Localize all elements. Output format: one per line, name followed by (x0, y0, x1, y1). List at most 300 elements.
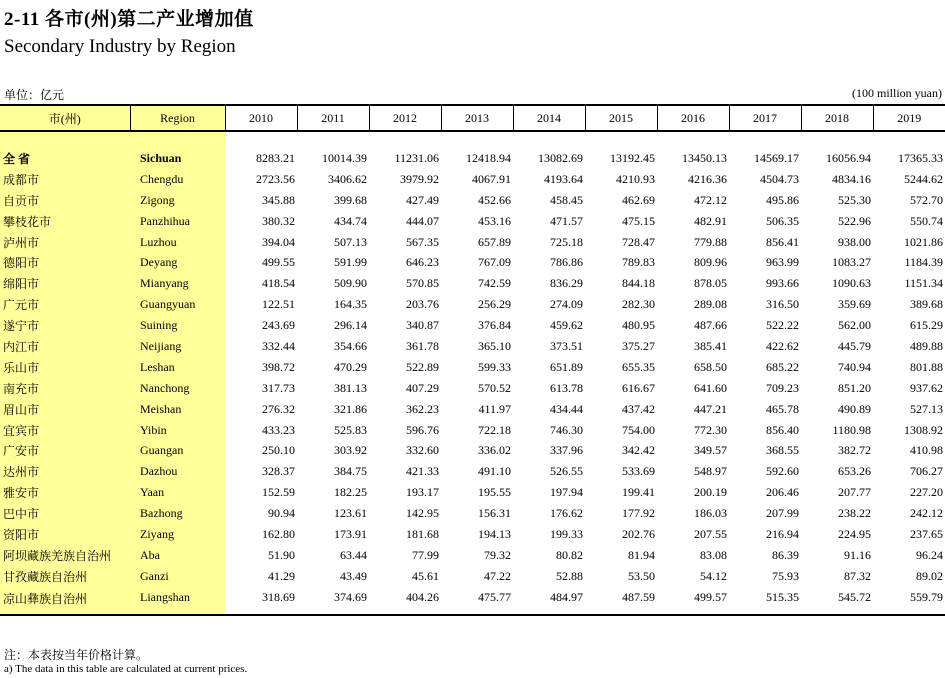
row-region-en: Panzhihua (130, 211, 225, 232)
value-cell-2010: 318.69 (225, 587, 297, 615)
value-cell-2014: 651.89 (550, 359, 583, 374)
table-row (0, 252, 945, 273)
value-cell-2012: 77.99 (412, 547, 439, 562)
row-city-cn: 自贡市 (0, 190, 130, 211)
row-city-cn: 眉山市 (0, 399, 130, 420)
value-cell-2012: 193.17 (406, 485, 439, 500)
table-row (0, 420, 945, 441)
row-region-en: Suining (130, 315, 225, 336)
value-cell-2017: 856.41 (766, 234, 799, 249)
value-cell-2011: 296.14 (334, 318, 367, 333)
value-cell-2016: 13450.13 (682, 150, 727, 165)
row-region-en: Leshan (130, 357, 225, 378)
value-cell-2015: 81.94 (628, 547, 655, 562)
value-cell-2012: 181.68 (406, 526, 439, 541)
value-cell-2010: 250.10 (262, 443, 295, 458)
row-region-en: Chengdu (130, 169, 225, 190)
value-cell-2015: 282.30 (622, 297, 655, 312)
value-cell-2014: 197.94 (550, 485, 583, 500)
row-region-en: Yibin (130, 420, 225, 441)
value-cell-2012: 522.89 (406, 359, 439, 374)
value-cell-2013: 156.31 (478, 506, 511, 521)
row-city-cn: 广安市 (0, 440, 130, 461)
value-cell-2014: 274.09 (550, 297, 583, 312)
value-cell-2017: 506.35 (766, 213, 799, 228)
value-cell-2018: 490.89 (838, 401, 871, 416)
value-cell-2013: 47.22 (484, 568, 511, 583)
value-cell-2016: 641.60 (694, 380, 727, 395)
value-cell-2011: 399.68 (334, 192, 367, 207)
value-cell-2015: 202.76 (622, 526, 655, 541)
value-cell-2015: 342.42 (622, 443, 655, 458)
value-cell-2017: 465.78 (766, 401, 799, 416)
value-cell-2011: 182.25 (334, 485, 367, 500)
table-row (0, 336, 945, 357)
value-cell-2011: 354.66 (334, 338, 367, 353)
value-cell-2013: 767.09 (478, 255, 511, 270)
header-year-2011: 2011 (297, 105, 369, 131)
value-cell-2012: 570.85 (406, 276, 439, 291)
value-cell-2010: 2723.56 (256, 171, 295, 186)
row-city-cn: 南充市 (0, 378, 130, 399)
value-cell-2018: 91.16 (844, 547, 871, 562)
value-cell-2019: 527.13 (910, 401, 943, 416)
value-cell-2010: 90.94 (268, 506, 295, 521)
value-cell-2011: 43.49 (340, 568, 367, 583)
table-row (0, 315, 945, 336)
value-cell-2016: 809.96 (694, 255, 727, 270)
value-cell-2014: 526.55 (550, 464, 583, 479)
value-cell-2010: 332.44 (262, 338, 295, 353)
value-cell-2014: 484.97 (513, 587, 585, 615)
value-cell-2013: 195.55 (478, 485, 511, 500)
header-year-2013: 2013 (441, 105, 513, 131)
row-city-cn: 甘孜藏族自治州 (0, 566, 130, 587)
value-cell-2015: 533.69 (622, 464, 655, 479)
value-cell-2018: 1090.63 (832, 276, 871, 291)
value-cell-2018: 1180.98 (832, 422, 871, 437)
value-cell-2014: 786.86 (550, 255, 583, 270)
row-region-en: Liangshan (130, 587, 225, 615)
header-city: 市(州) (0, 105, 130, 131)
value-cell-2016: 447.21 (694, 401, 727, 416)
value-cell-2018: 207.77 (838, 485, 871, 500)
value-cell-2010: 276.32 (262, 401, 295, 416)
value-cell-2017: 368.55 (766, 443, 799, 458)
unit-label-cn: 单位：亿元 (4, 88, 65, 102)
value-cell-2019: 550.74 (910, 213, 943, 228)
value-cell-2012: 427.49 (406, 192, 439, 207)
value-cell-2014: 176.62 (550, 506, 583, 521)
row-city-cn: 宜宾市 (0, 420, 130, 441)
value-cell-2017: 522.22 (766, 318, 799, 333)
value-cell-2010: 499.55 (262, 255, 295, 270)
value-cell-2010: 418.54 (262, 276, 295, 291)
value-cell-2016: 4216.36 (688, 171, 727, 186)
header-year-2017: 2017 (729, 105, 801, 131)
row-region-en: Ganzi (130, 566, 225, 587)
table-row (0, 169, 945, 190)
value-cell-2012: 340.87 (406, 318, 439, 333)
value-cell-2011: 303.92 (334, 443, 367, 458)
table-row (0, 482, 945, 503)
header-year-2016: 2016 (657, 105, 729, 131)
row-city-cn: 内江市 (0, 336, 130, 357)
value-cell-2014: 52.88 (556, 568, 583, 583)
value-cell-2013: 4067.91 (472, 171, 511, 186)
value-cell-2018: 562.00 (838, 318, 871, 333)
value-cell-2015: 728.47 (622, 234, 655, 249)
value-cell-2010: 243.69 (262, 318, 295, 333)
value-cell-2013: 411.97 (478, 401, 511, 416)
value-cell-2012: 596.76 (406, 422, 439, 437)
value-cell-2018: 382.72 (838, 443, 871, 458)
value-cell-2017: 207.99 (766, 506, 799, 521)
value-cell-2015: 53.50 (628, 568, 655, 583)
value-cell-2019: 242.12 (910, 506, 943, 521)
value-cell-2011: 374.69 (297, 587, 369, 615)
value-cell-2012: 404.26 (369, 587, 441, 615)
value-cell-2019: 410.98 (910, 443, 943, 458)
row-city-cn: 全 省 (0, 148, 130, 169)
value-cell-2019: 559.79 (873, 587, 945, 615)
value-cell-2012: 142.95 (406, 506, 439, 521)
row-city-cn: 泸州市 (0, 232, 130, 253)
row-city-cn: 阿坝藏族羌族自治州 (0, 545, 130, 566)
page-title-cn: 2-11 各市(州)第二产业增加值 (4, 9, 254, 30)
value-cell-2014: 373.51 (550, 338, 583, 353)
value-cell-2019: 1184.39 (904, 255, 943, 270)
value-cell-2012: 567.35 (406, 234, 439, 249)
value-cell-2016: 83.08 (700, 547, 727, 562)
value-cell-2019: 937.62 (910, 380, 943, 395)
footnote-en: a) The data in this table are calculated at current prices. (4, 663, 248, 675)
row-region-en: Nanchong (130, 378, 225, 399)
value-cell-2019: 89.02 (916, 568, 943, 583)
value-cell-2017: 495.86 (766, 192, 799, 207)
value-cell-2018: 525.30 (838, 192, 871, 207)
value-cell-2011: 173.91 (334, 526, 367, 541)
value-cell-2012: 407.29 (406, 380, 439, 395)
table-body (0, 131, 945, 615)
value-cell-2013: 453.16 (478, 213, 511, 228)
value-cell-2010: 345.88 (262, 192, 295, 207)
value-cell-2014: 471.57 (550, 213, 583, 228)
value-cell-2012: 444.07 (406, 213, 439, 228)
value-cell-2011: 381.13 (334, 380, 367, 395)
row-region-en: Yaan (130, 482, 225, 503)
value-cell-2018: 445.79 (838, 338, 871, 353)
value-cell-2011: 525.83 (334, 422, 367, 437)
value-cell-2013: 336.02 (478, 443, 511, 458)
table-row (0, 566, 945, 587)
table-row (0, 211, 945, 232)
value-cell-2015: 4210.93 (616, 171, 655, 186)
row-city-cn: 巴中市 (0, 503, 130, 524)
value-cell-2014: 199.33 (550, 526, 583, 541)
value-cell-2015: 844.18 (622, 276, 655, 291)
value-cell-2013: 79.32 (484, 547, 511, 562)
table-row (0, 440, 945, 461)
value-cell-2016: 658.50 (694, 359, 727, 374)
value-cell-2015: 480.95 (622, 318, 655, 333)
value-cell-2016: 499.57 (657, 587, 729, 615)
row-city-cn: 成都市 (0, 169, 130, 190)
value-cell-2012: 3979.92 (400, 171, 439, 186)
row-city-cn: 德阳市 (0, 252, 130, 273)
header-region: Region (130, 105, 225, 131)
header-year-2012: 2012 (369, 105, 441, 131)
value-cell-2017: 216.94 (766, 526, 799, 541)
value-cell-2018: 87.32 (844, 568, 871, 583)
header-year-2015: 2015 (585, 105, 657, 131)
value-cell-2014: 80.82 (556, 547, 583, 562)
value-cell-2010: 51.90 (268, 547, 295, 562)
value-cell-2018: 938.00 (838, 234, 871, 249)
header-year-2018: 2018 (801, 105, 873, 131)
value-cell-2011: 3406.62 (328, 171, 367, 186)
value-cell-2015: 655.35 (622, 359, 655, 374)
value-cell-2011: 10014.39 (322, 150, 367, 165)
value-cell-2010: 162.80 (262, 526, 295, 541)
value-cell-2014: 13082.69 (538, 150, 583, 165)
value-cell-2011: 63.44 (340, 547, 367, 562)
value-cell-2010: 398.72 (262, 359, 295, 374)
value-cell-2019: 1151.34 (904, 276, 943, 291)
table-row (0, 461, 945, 482)
value-cell-2019: 1021.86 (904, 234, 943, 249)
value-cell-2011: 591.99 (334, 255, 367, 270)
value-cell-2011: 434.74 (334, 213, 367, 228)
value-cell-2010: 328.37 (262, 464, 295, 479)
value-cell-2013: 376.84 (478, 318, 511, 333)
table-row (0, 545, 945, 566)
value-cell-2014: 725.18 (550, 234, 583, 249)
row-region-en: Zigong (130, 190, 225, 211)
spacer-row (0, 131, 945, 148)
table-row (0, 357, 945, 378)
value-cell-2014: 459.62 (550, 318, 583, 333)
table-row-total (0, 148, 945, 169)
footnote-cn: 注：本表按当年价格计算。 (4, 648, 149, 662)
value-cell-2017: 316.50 (766, 297, 799, 312)
value-cell-2016: 200.19 (694, 485, 727, 500)
value-cell-2013: 194.13 (478, 526, 511, 541)
value-cell-2016: 186.03 (694, 506, 727, 521)
row-region-en: Aba (130, 545, 225, 566)
row-city-cn: 资阳市 (0, 524, 130, 545)
row-region-en: Guangyuan (130, 294, 225, 315)
value-cell-2016: 289.08 (694, 297, 727, 312)
value-cell-2016: 482.91 (694, 213, 727, 228)
value-cell-2016: 548.97 (694, 464, 727, 479)
page-title-en: Secondary Industry by Region (4, 36, 236, 57)
value-cell-2012: 646.23 (406, 255, 439, 270)
value-cell-2016: 878.05 (694, 276, 727, 291)
value-cell-2018: 522.96 (838, 213, 871, 228)
value-cell-2012: 361.78 (406, 338, 439, 353)
value-cell-2012: 203.76 (406, 297, 439, 312)
row-city-cn: 绵阳市 (0, 273, 130, 294)
row-city-cn: 遂宁市 (0, 315, 130, 336)
value-cell-2019: 801.88 (910, 359, 943, 374)
row-city-cn: 乐山市 (0, 357, 130, 378)
row-region-en: Guangan (130, 440, 225, 461)
value-cell-2012: 332.60 (406, 443, 439, 458)
spacer-cell (0, 131, 130, 148)
value-cell-2011: 164.35 (334, 297, 367, 312)
value-cell-2013: 742.59 (478, 276, 511, 291)
value-cell-2019: 572.70 (910, 192, 943, 207)
value-cell-2019: 96.24 (916, 547, 943, 562)
value-cell-2011: 384.75 (334, 464, 367, 479)
row-city-cn: 攀枝花市 (0, 211, 130, 232)
value-cell-2015: 616.67 (622, 380, 655, 395)
value-cell-2016: 487.66 (694, 318, 727, 333)
value-cell-2013: 657.89 (478, 234, 511, 249)
value-cell-2015: 789.83 (622, 255, 655, 270)
value-cell-2016: 349.57 (694, 443, 727, 458)
value-cell-2011: 470.29 (334, 359, 367, 374)
value-cell-2017: 515.35 (729, 587, 801, 615)
row-city-cn: 凉山彝族自治州 (0, 587, 130, 615)
value-cell-2017: 86.39 (772, 547, 799, 562)
value-cell-2011: 123.61 (334, 506, 367, 521)
row-region-en: Ziyang (130, 524, 225, 545)
value-cell-2010: 152.59 (262, 485, 295, 500)
value-cell-2013: 256.29 (478, 297, 511, 312)
row-region-en: Bazhong (130, 503, 225, 524)
row-region-en: Deyang (130, 252, 225, 273)
value-cell-2019: 706.27 (910, 464, 943, 479)
value-cell-2019: 5244.62 (904, 171, 943, 186)
value-cell-2013: 12418.94 (466, 150, 511, 165)
value-cell-2014: 836.29 (550, 276, 583, 291)
unit-label-en: (100 million yuan) (852, 86, 942, 100)
value-cell-2015: 475.15 (622, 213, 655, 228)
value-cell-2015: 199.41 (622, 485, 655, 500)
row-city-cn: 达州市 (0, 461, 130, 482)
value-cell-2013: 722.18 (478, 422, 511, 437)
value-cell-2018: 16056.94 (826, 150, 871, 165)
value-cell-2015: 13192.45 (610, 150, 655, 165)
value-cell-2018: 1083.27 (832, 255, 871, 270)
value-cell-2014: 337.96 (550, 443, 583, 458)
value-cell-2016: 779.88 (694, 234, 727, 249)
row-city-cn: 广元市 (0, 294, 130, 315)
value-cell-2018: 653.26 (838, 464, 871, 479)
value-cell-2017: 75.93 (772, 568, 799, 583)
value-cell-2010: 433.23 (262, 422, 295, 437)
value-cell-2010: 122.51 (262, 297, 295, 312)
value-cell-2010: 380.32 (262, 213, 295, 228)
value-cell-2017: 4504.73 (760, 171, 799, 186)
value-cell-2016: 54.12 (700, 568, 727, 583)
value-cell-2014: 458.45 (550, 192, 583, 207)
value-cell-2013: 475.77 (441, 587, 513, 615)
value-cell-2019: 1308.92 (904, 422, 943, 437)
value-cell-2016: 772.30 (694, 422, 727, 437)
value-cell-2010: 394.04 (262, 234, 295, 249)
value-cell-2015: 487.59 (585, 587, 657, 615)
table-header-row (0, 105, 945, 131)
row-region-en: Meishan (130, 399, 225, 420)
table-row (0, 587, 945, 615)
value-cell-2015: 375.27 (622, 338, 655, 353)
table-row (0, 190, 945, 211)
value-cell-2014: 4193.64 (544, 171, 583, 186)
value-cell-2018: 238.22 (838, 506, 871, 521)
table-row (0, 524, 945, 545)
value-cell-2010: 8283.21 (256, 150, 295, 165)
header-year-2014: 2014 (513, 105, 585, 131)
value-cell-2016: 385.41 (694, 338, 727, 353)
value-cell-2010: 317.73 (262, 380, 295, 395)
value-cell-2012: 11231.06 (394, 150, 439, 165)
value-cell-2015: 177.92 (622, 506, 655, 521)
value-cell-2019: 615.29 (910, 318, 943, 333)
value-cell-2019: 489.88 (910, 338, 943, 353)
value-cell-2011: 509.90 (334, 276, 367, 291)
value-cell-2013: 491.10 (478, 464, 511, 479)
row-region-en: Dazhou (130, 461, 225, 482)
value-cell-2011: 507.13 (334, 234, 367, 249)
value-cell-2016: 207.55 (694, 526, 727, 541)
value-cell-2019: 389.68 (910, 297, 943, 312)
value-cell-2017: 963.99 (766, 255, 799, 270)
secondary-industry-table (0, 104, 945, 616)
table-row (0, 294, 945, 315)
value-cell-2016: 472.12 (694, 192, 727, 207)
value-cell-2019: 17365.33 (898, 150, 943, 165)
value-cell-2018: 224.95 (838, 526, 871, 541)
row-region-en: Neijiang (130, 336, 225, 357)
value-cell-2014: 613.78 (550, 380, 583, 395)
table-row (0, 378, 945, 399)
table-row (0, 399, 945, 420)
value-cell-2013: 365.10 (478, 338, 511, 353)
value-cell-2018: 851.20 (838, 380, 871, 395)
value-cell-2010: 41.29 (268, 568, 295, 583)
value-cell-2013: 570.52 (478, 380, 511, 395)
value-cell-2012: 45.61 (412, 568, 439, 583)
row-region-en: Luzhou (130, 232, 225, 253)
value-cell-2014: 434.44 (550, 401, 583, 416)
table-row (0, 273, 945, 294)
value-cell-2011: 321.86 (334, 401, 367, 416)
value-cell-2012: 421.33 (406, 464, 439, 479)
value-cell-2019: 237.65 (910, 526, 943, 541)
spacer-cell (130, 131, 225, 148)
value-cell-2017: 993.66 (766, 276, 799, 291)
value-cell-2017: 592.60 (766, 464, 799, 479)
value-cell-2017: 856.40 (766, 422, 799, 437)
value-cell-2017: 709.23 (766, 380, 799, 395)
value-cell-2017: 206.46 (766, 485, 799, 500)
value-cell-2019: 227.20 (910, 485, 943, 500)
row-region-en: Mianyang (130, 273, 225, 294)
header-year-2010: 2010 (225, 105, 297, 131)
value-cell-2018: 4834.16 (832, 171, 871, 186)
value-cell-2013: 452.66 (478, 192, 511, 207)
value-cell-2015: 437.42 (622, 401, 655, 416)
value-cell-2017: 14569.17 (754, 150, 799, 165)
row-city-cn: 雅安市 (0, 482, 130, 503)
value-cell-2017: 685.22 (766, 359, 799, 374)
value-cell-2018: 359.69 (838, 297, 871, 312)
value-cell-2018: 545.72 (801, 587, 873, 615)
row-region-en: Sichuan (130, 148, 225, 169)
